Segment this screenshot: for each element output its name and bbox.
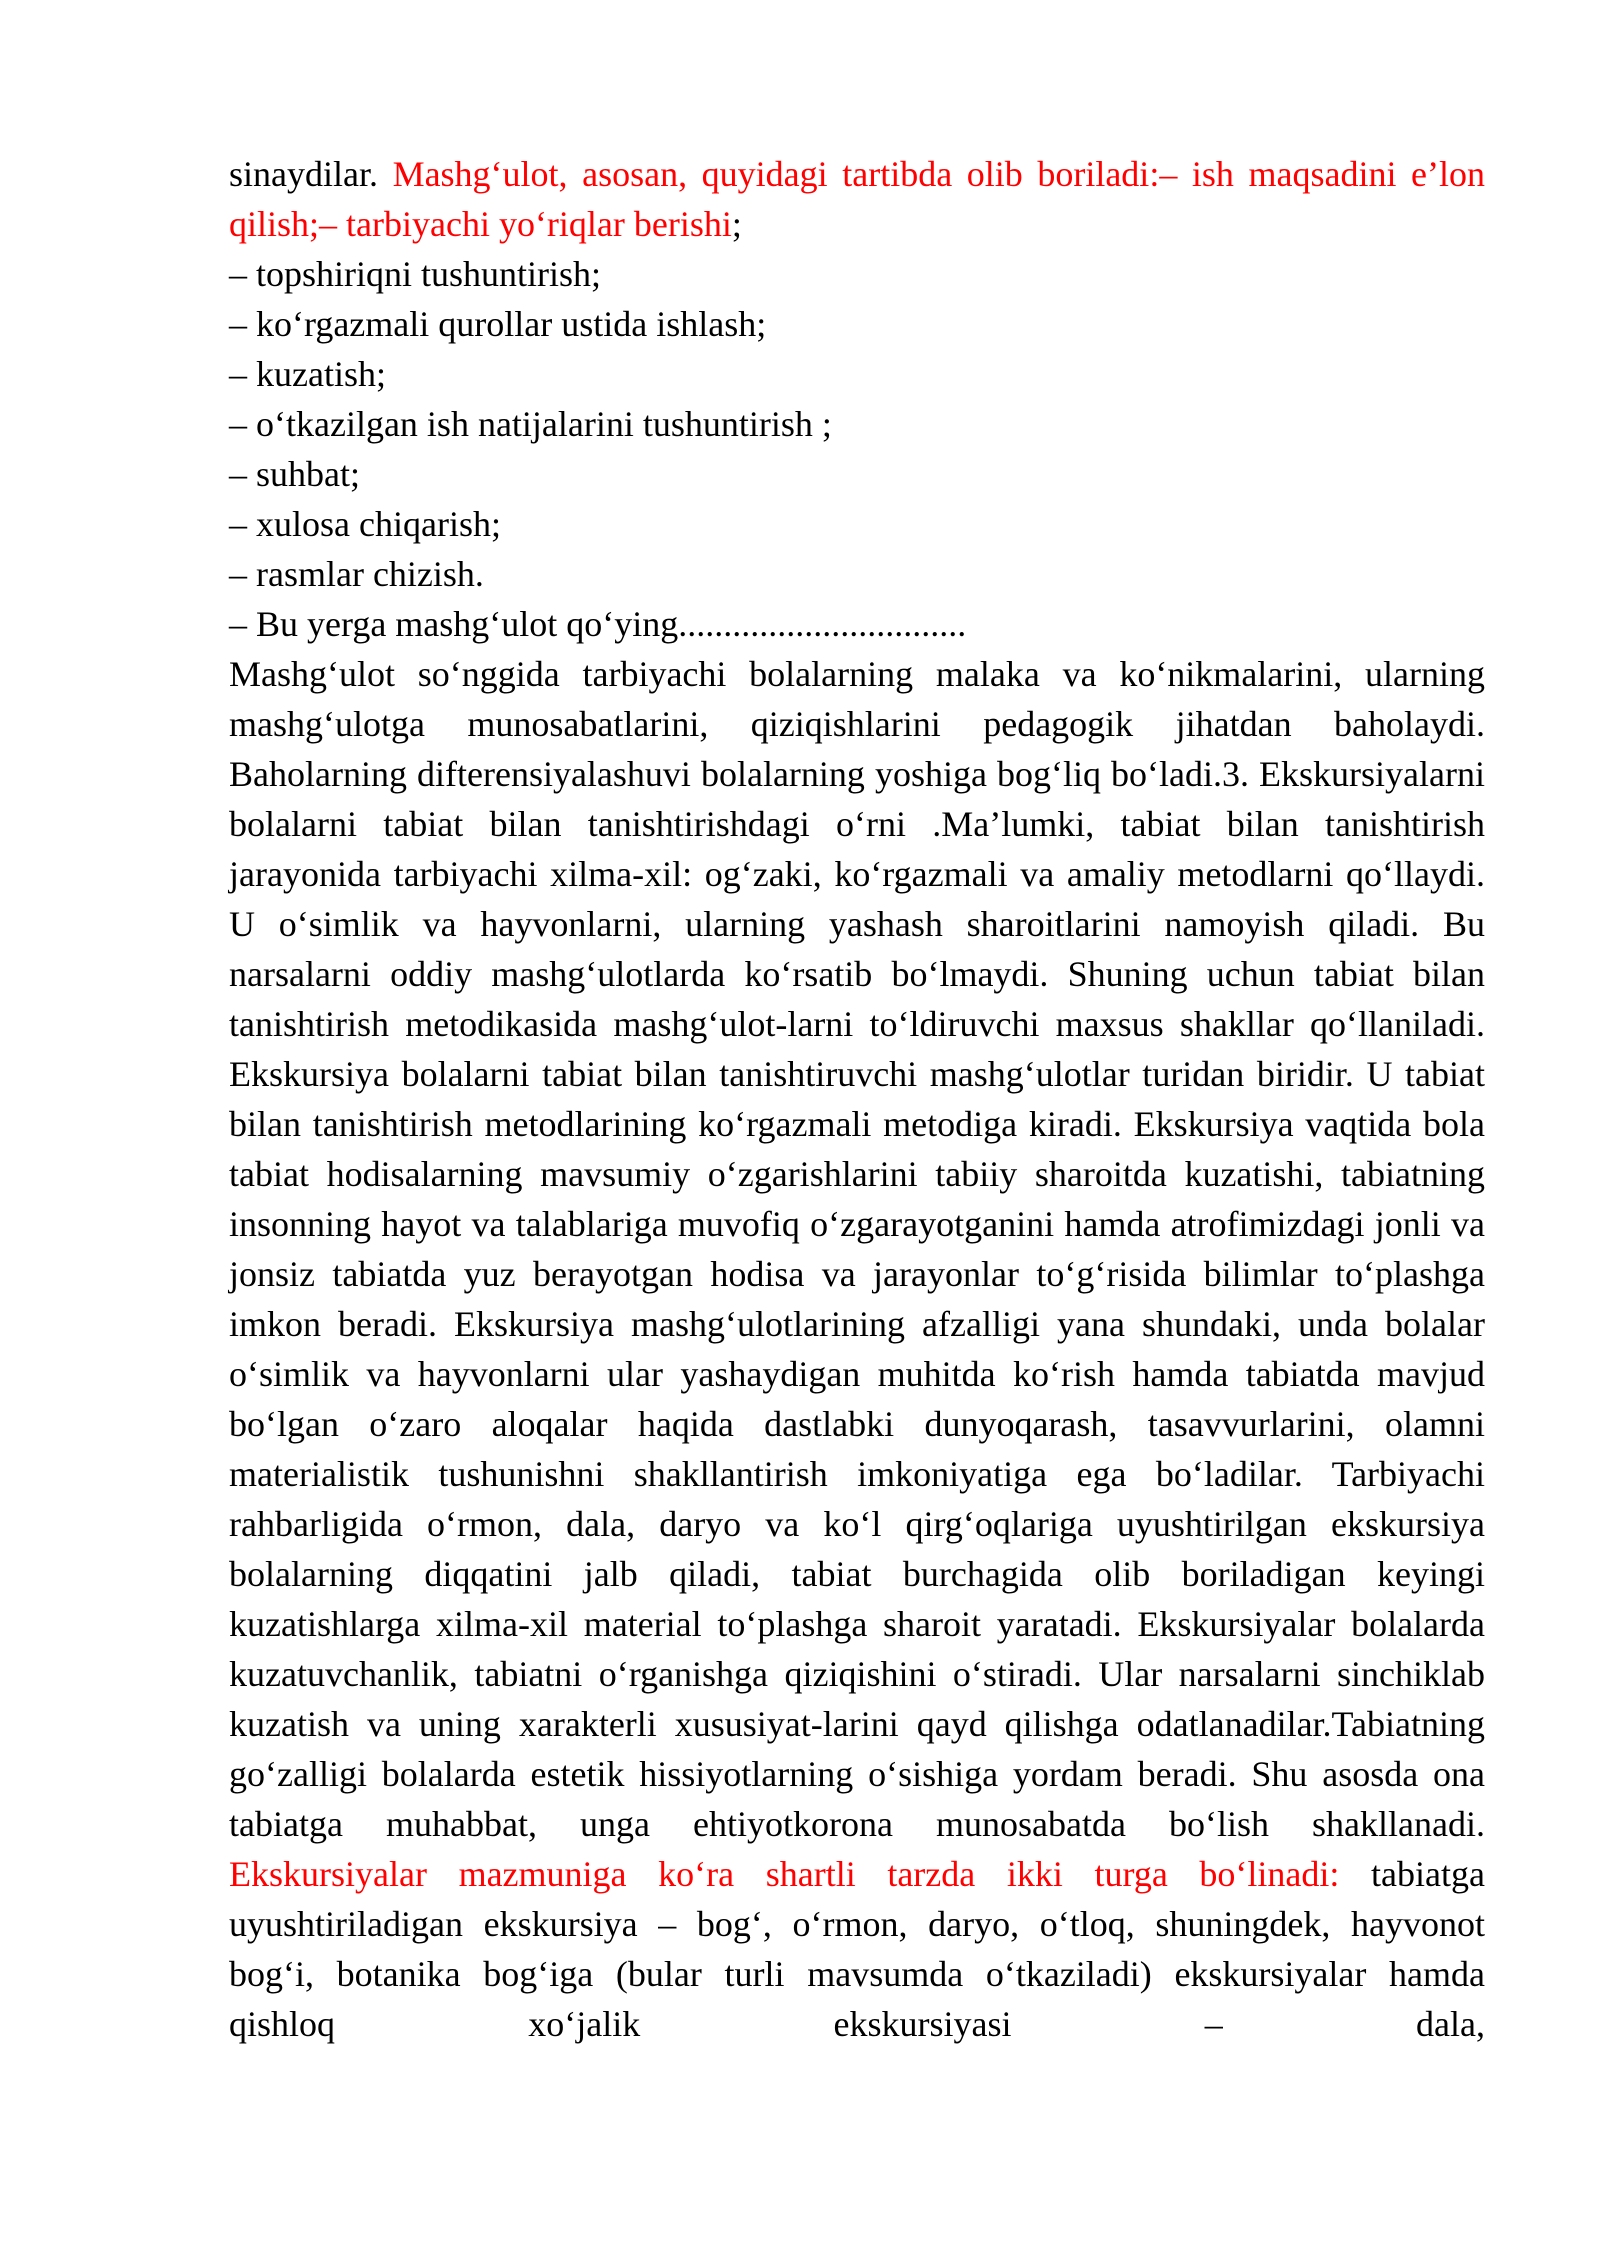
intro-tail-text: ; [731,204,742,244]
document-body [229,149,1485,2049]
list-item: – rasmlar chizish. [229,554,484,594]
steps-list [229,249,1485,649]
list-item: – xulosa chiqarish; [229,504,501,544]
main-paragraph [229,649,1485,2049]
main-paragraph-text: Mashg‘ulot so‘nggida tarbiyachi bolalarning malaka va ko‘nikmalarini, ularning mashg‘ulotga munosabatlarini, qiziqishlarini pedagogik jihatdan baholaydi. Baholarning difterensiyalashuvi bolalarning yoshiga bog‘liq bo‘ladi.3. Ekskursiyalarni bolalarni tabiat bilan tanishtirishdagi o‘rni .Ma’lumki, tabiat bilan tanishtirish jarayonida tarbiyachi xilma-xil: og‘zaki, ko‘rgazmali va amaliy metodlarni qo‘llaydi. U o‘simlik va hayvonlarni, ularning yashash sharoitlarini namoyish qiladi. Bu narsalarni oddiy mashg‘ulotlarda ko‘rsatib bo‘lmaydi. Shuning uchun tabiat bilan tanishtirish metodikasida mashg‘ulot-larni to‘ldiruvchi maxsus shakllar qo‘llaniladi. Ekskursiya bolalarni tabiat bilan tanishtiruvchi mashg‘ulotlar turidan biridir. U tabiat bilan tanishtirish metodlarining ko‘rgazmali metodiga kiradi. Ekskursiya vaqtida bola tabiat hodisalarning mavsumiy o‘zgarishlarini tabiiy sharoitda kuzatishi, tabiatning insonning hayot va talablariga muvofiq o‘zgarayotganini hamda atrofimizdagi jonli va jonsiz tabiatda yuz berayotgan hodisa va jarayonlar to‘g‘risida bilimlar to‘plashga imkon beradi. Ekskursiya mashg‘ulotlarining afzalligi yana shundaki, unda bolalar o‘simlik va hayvonlarni ular yashaydigan muhitda ko‘rish hamda tabiatda mavjud bo‘lgan o‘zaro aloqalar haqida dastlabki dunyoqarash, tasavvurlarini, olamni materialistik tushunishni shakllantirish imkoniyatiga ega bo‘ladilar. Tarbiyachi rahbarligida o‘rmon, dala, daryo va ko‘l qirg‘oqlariga uyushtirilgan ekskursiya bolalarning diqqatini jalb qiladi, tabiat burchagida olib boriladigan keyingi kuzatishlarga xilma-xil material to‘plashga sharoit yaratadi. Ekskursiyalar bolalarda kuzatuvchanlik, tabiatni o‘rganishga qiziqishini o‘stiradi. Ular narsalarni sinchiklab kuzatish va uning xarakterli xususiyat-larini qayd qilishga odatlanadilar.Tabiatning go‘zalligi bolalarda estetik hissiyotlarning o‘sishiga yordam beradi. Shu asosda ona tabiatga muhabbat, unga ehtiyotkorona munosabatda bo‘lish shakllanadi. [229,654,1485,1844]
list-item-placeholder: – Bu yerga mashg‘ulot qo‘ying................................ [229,604,967,644]
intro-lead-text: sinaydilar. [229,154,393,194]
list-item: – kuzatish; [229,354,386,394]
highlighted-text-excursion-types: Ekskursiyalar mazmuniga ko‘ra shartli tarzda ikki turga bo‘linadi: [229,1854,1340,1894]
list-item: – suhbat; [229,454,360,494]
list-item: – o‘tkazilgan ish natijalarini tushuntirish ; [229,404,832,444]
list-item: – ko‘rgazmali qurollar ustida ishlash; [229,304,767,344]
main-paragraph-continuation: tabiatga uyushtiriladigan ekskursiya – bog‘, o‘rmon, daryo, o‘tloq, shuningdek, hayvonot bog‘i, botanika bog‘iga (bular turli mavsumda o‘tkaziladi) ekskursiyalar hamda qishloq xo‘jalik ekskursiyasi – dala, [229,1854,1485,2044]
highlighted-text-procedure: Mashg‘ulot, asosan, quyidagi tartibda olib boriladi:– ish maqsadini e’lon qilish;– tarbiyachi yo‘riqlar berishi [229,154,1485,244]
list-item: – topshiriqni tushuntirish; [229,254,602,294]
intro-paragraph [229,149,1485,249]
